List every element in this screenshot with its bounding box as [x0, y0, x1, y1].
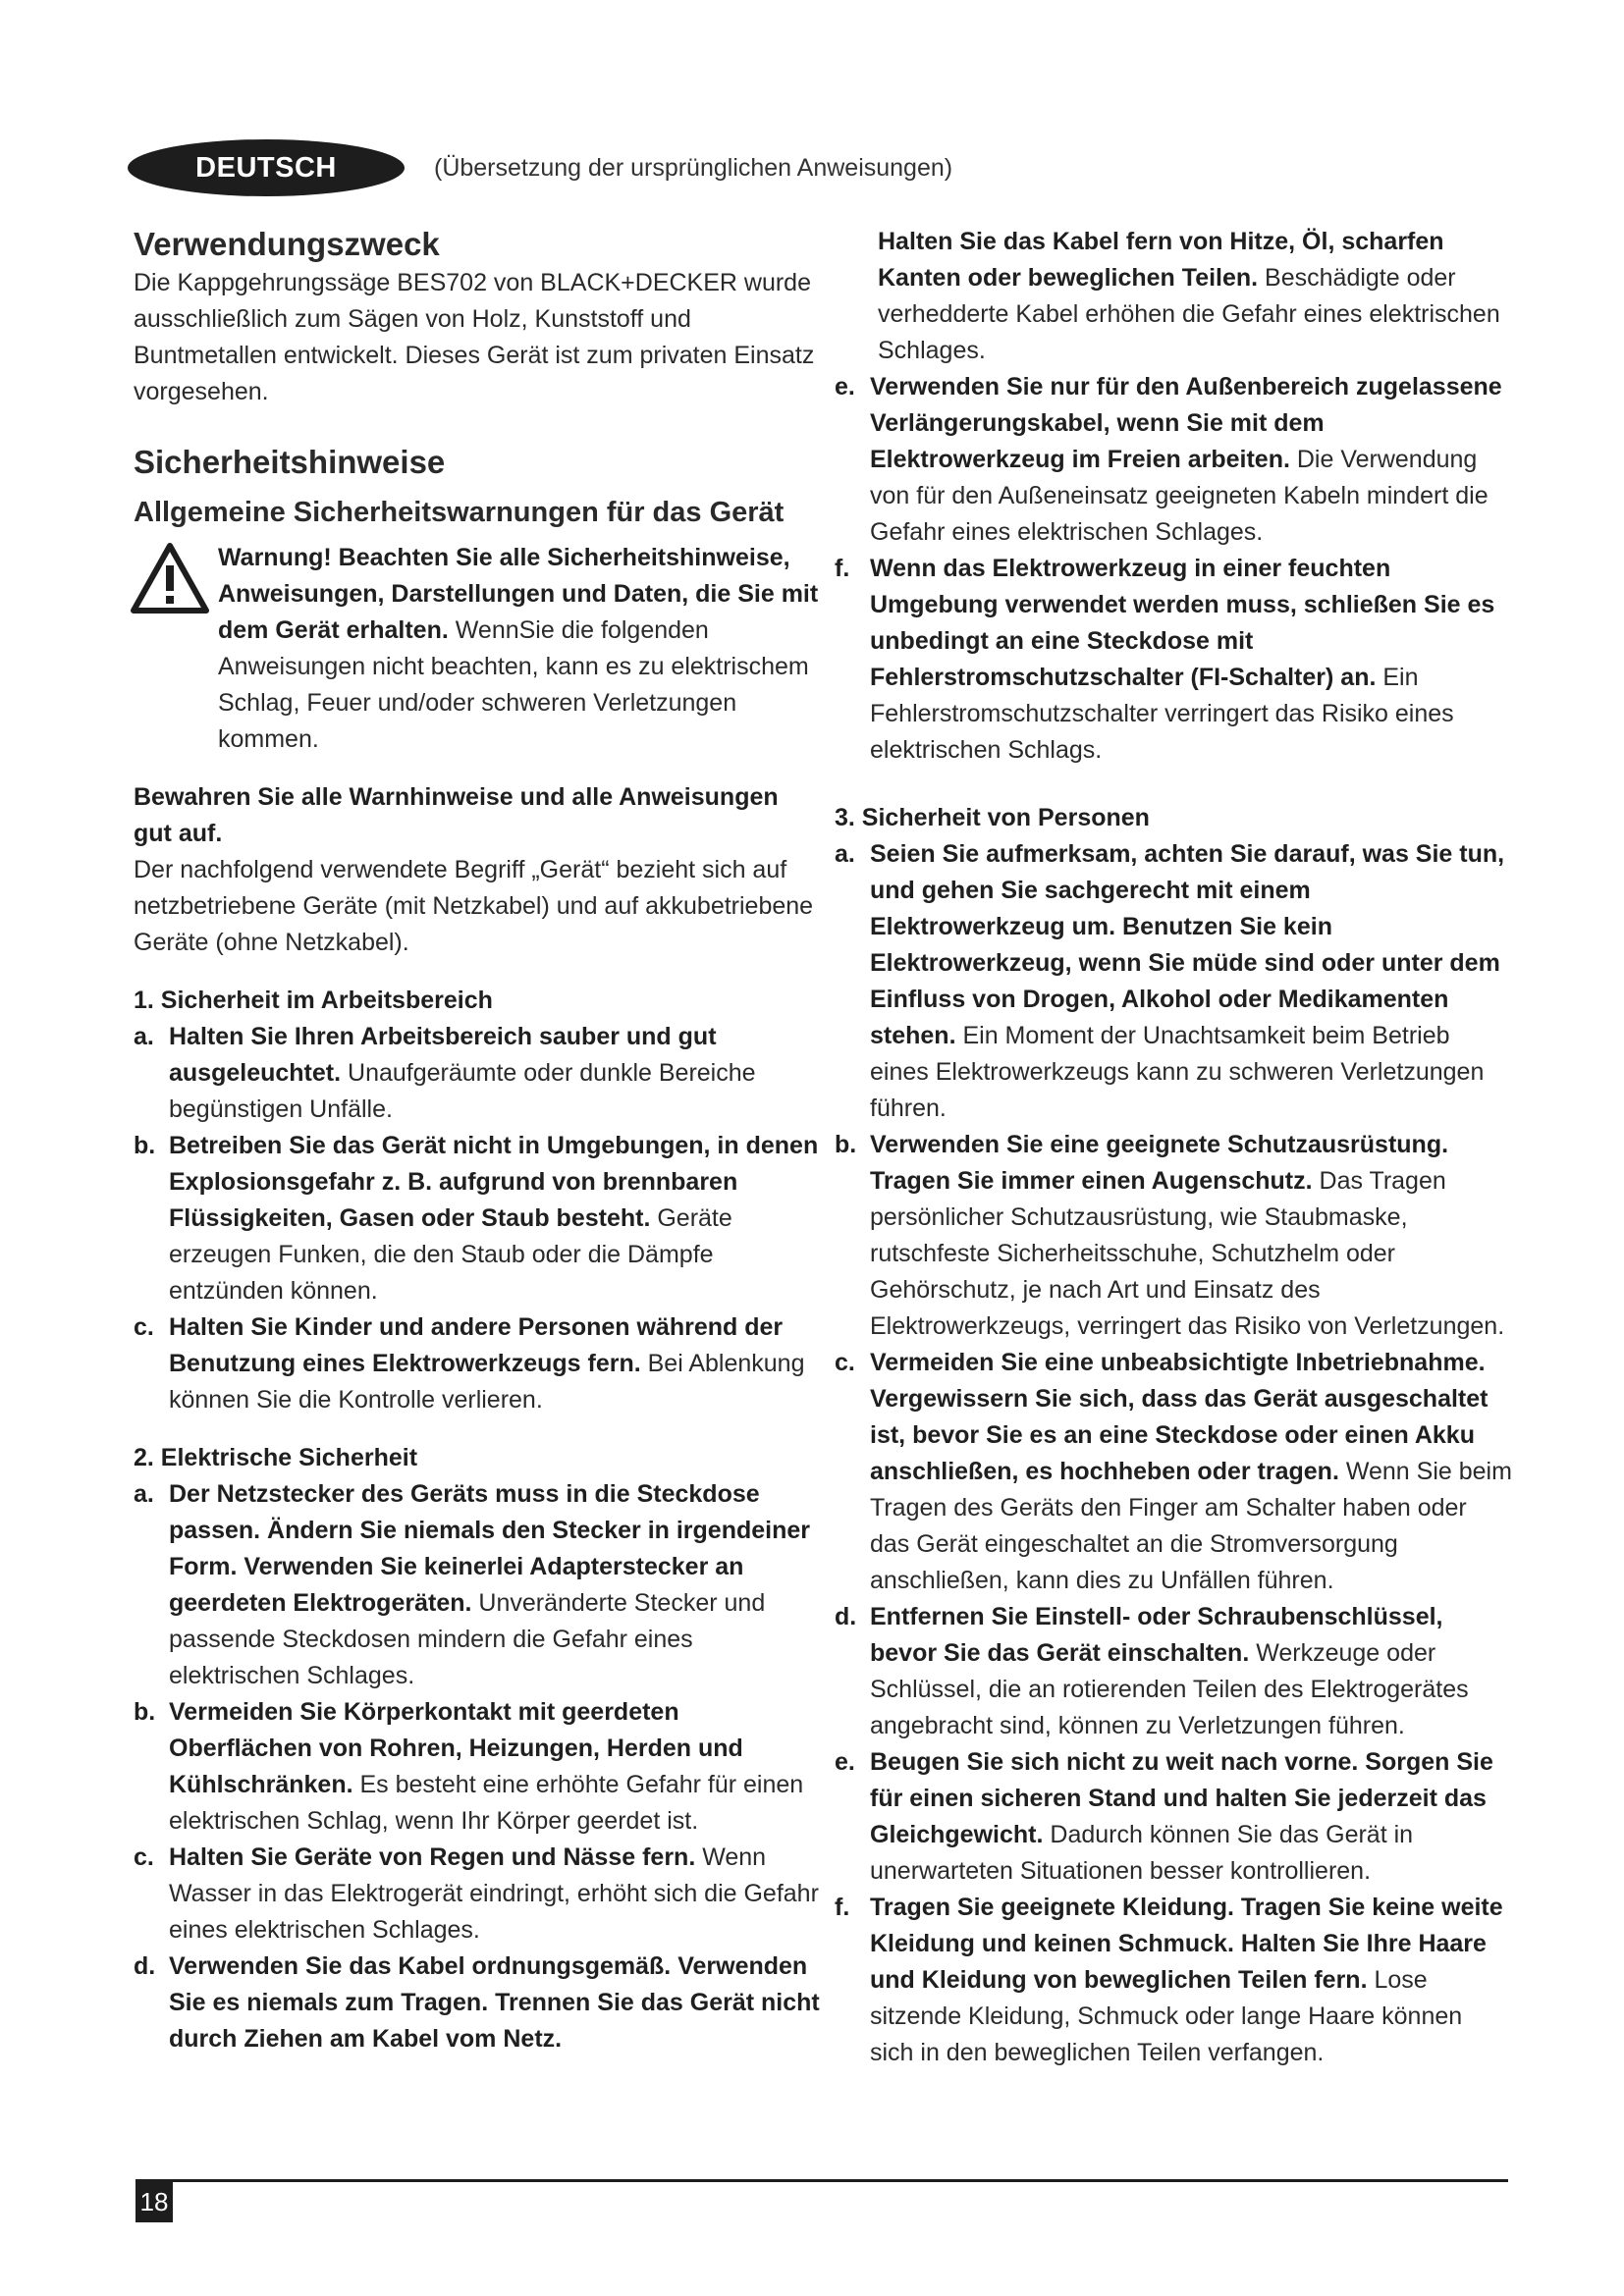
warning-bold: Warnung! Beachten Sie alle Sicherheitshinweise, Anweisungen, Darstellungen und Daten, die Sie mit dem Gerät erhalten.	[218, 544, 819, 644]
list-item: c. Vermeiden Sie eine unbeabsichtigte Inbetriebnahme. Vergewissern Sie sich, dass das Gerät ausgeschaltet ist, bevor Sie es an eine Steckdose oder einen Akku anschließen, es hochheben oder tragen. Wenn Sie beim Tragen des Geräts den Finger am Schalter haben oder das Gerät eingeschaltet an die Stromversorgung anschließen, kann dies zu Unfällen führen.	[835, 1349, 1512, 1594]
list-item: b. Verwenden Sie eine geeignete Schutzausrüstung. Tragen Sie immer einen Augenschutz. Das Tragen persönlicher Schutzausrüstung, wie Staubmaske, rutschfeste Sicherheitsschuhe, Schutzhelm oder Gehörschutz, je nach Art und Einsatz des Elektrowerkzeugs, verringert das Risiko von Verletzungen.	[835, 1131, 1505, 1340]
warning-triangle-icon	[130, 542, 210, 614]
safety-heading: Sicherheitshinweise	[134, 444, 446, 480]
list-item: a. Halten Sie Ihren Arbeitsbereich sauber und gut ausgeleuchtet. Unaufgeräumte oder dunkle Bereiche begünstigen Unfälle.	[134, 1023, 756, 1123]
language-badge: DEUTSCH	[128, 139, 405, 196]
continued-item-d: Halten Sie das Kabel fern von Hitze, Öl, scharfen Kanten oder beweglichen Teilen. Beschädigte oder verhedderte Kabel erhöhen die Gefahr eines elektrischen Schlages.	[878, 228, 1500, 364]
section-1-heading: 1. Sicherheit im Arbeitsbereich	[134, 987, 493, 1014]
intended-use-text: Die Kappgehrungssäge BES702 von BLACK+DECKER wurde ausschließlich zum Sägen von Holz, Kunststoff und Buntmetallen entwickelt. Dieses Gerät ist zum privaten Einsatz vorgesehen.	[134, 269, 815, 405]
section-3-heading: 3. Sicherheit von Personen	[835, 804, 1150, 831]
list-item: a. Seien Sie aufmerksam, achten Sie darauf, was Sie tun, und gehen Sie sachgerecht mit einem Elektrowerkzeug um. Benutzen Sie kein Elektrowerkzeug, wenn Sie müde sind oder unter dem Einfluss von Drogen, Alkohol oder Medikamenten stehen. Ein Moment der Unachtsamkeit beim Betrieb eines Elektrowerkzeugs kann zu schweren Verletzungen führen.	[835, 840, 1505, 1122]
left-column	[134, 224, 821, 2057]
section-1-list	[134, 1019, 821, 1418]
list-item: d. Verwenden Sie das Kabel ordnungsgemäß. Verwenden Sie es niemals zum Tragen. Trennen Sie das Gerät nicht durch Ziehen am Kabel vom Netz.	[134, 1952, 820, 2053]
list-item: b. Betreiben Sie das Gerät nicht in Umgebungen, in denen Explosionsgefahr z. B. aufgrund von brennbaren Flüssigkeiten, Gasen oder Staub besteht. Geräte erzeugen Funken, die den Staub oder die Dämpfe entzünden können.	[134, 1132, 819, 1305]
warning-block	[134, 540, 821, 758]
translation-note: (Übersetzung der ursprünglichen Anweisungen)	[434, 153, 953, 182]
warning-text: WennSie die folgenden Anweisungen nicht beachten, kann es zu elektrischem Schlag, Feuer und/oder schweren Verletzungen kommen.	[218, 616, 809, 753]
list-item: a. Der Netzstecker des Geräts muss in die Steckdose passen. Ändern Sie niemals den Stecker in irgendeiner Form. Verwenden Sie keinerlei Adapterstecker an geerdeten Elektrogeräten. Unveränderte Stecker und passende Steckdosen mindern die Gefahr eines elektrischen Schlages.	[134, 1480, 811, 1689]
page-number: 18	[135, 2181, 173, 2222]
list-item: b. Vermeiden Sie Körperkontakt mit geerdeten Oberflächen von Rohren, Heizungen, Herden und Kühlschränken. Es besteht eine erhöhte Gefahr für einen elektrischen Schlag, wenn Ihr Körper geerdet ist.	[134, 1698, 804, 1835]
list-item: c. Halten Sie Kinder und andere Personen während der Benutzung eines Elektrowerkzeugs fern. Bei Ablenkung können Sie die Kontrolle verlieren.	[134, 1313, 805, 1414]
general-warnings-heading: Allgemeine Sicherheitswarnungen für das Gerät	[134, 497, 785, 528]
list-item: f. Tragen Sie geeignete Kleidung. Tragen Sie keine weite Kleidung und keinen Schmuck. Halten Sie Ihre Haare und Kleidung von beweglichen Teilen fern. Lose sitzende Kleidung, Schmuck oder lange Haare können sich in den beweglichen Teilen verfangen.	[835, 1894, 1503, 2066]
list-item: d. Entfernen Sie Einstell- oder Schraubenschlüssel, bevor Sie das Gerät einschalten. Werkzeuge oder Schlüssel, die an rotierenden Teilen des Elektrogerätes angebracht sind, können zu Verletzungen führen.	[835, 1603, 1469, 1739]
list-item: c. Halten Sie Geräte von Regen und Nässe fern. Wenn Wasser in das Elektrogerät eindringt, erhöht sich die Gefahr eines elektrischen Schlages.	[134, 1843, 819, 1944]
section-2-list	[134, 1476, 821, 2057]
intended-use-heading: Verwendungszweck	[134, 226, 440, 262]
section-2-list-continued	[835, 369, 1512, 769]
keep-instructions-text: Der nachfolgend verwendete Begriff „Gerät“ bezieht sich auf netzbetriebene Geräte (mit Netzkabel) und auf akkubetriebene Geräte (ohne Netzkabel).	[134, 856, 814, 956]
section-2-heading: 2. Elektrische Sicherheit	[134, 1444, 418, 1471]
list-item: e. Beugen Sie sich nicht zu weit nach vorne. Sorgen Sie für einen sicheren Stand und halten Sie jederzeit das Gleichgewicht. Dadurch können Sie das Gerät in unerwarteten Situationen besser kontrollieren.	[835, 1748, 1493, 1885]
right-column	[835, 224, 1512, 2071]
keep-instructions-heading: Bewahren Sie alle Warnhinweise und alle Anweisungen gut auf.	[134, 783, 779, 847]
list-item: e. Verwenden Sie nur für den Außenbereich zugelassene Verlängerungskabel, wenn Sie mit dem Elektrowerkzeug im Freien arbeiten. Die Verwendung von für den Außeneinsatz geeigneten Kabeln mindert die Gefahr eines elektrischen Schlages.	[835, 373, 1502, 546]
page-header	[128, 139, 952, 196]
section-3-list	[835, 836, 1512, 2071]
list-item: f. Wenn das Elektrowerkzeug in einer feuchten Umgebung verwendet werden muss, schließen Sie es unbedingt an eine Steckdose mit Fehlerstromschutzschalter (FI-Schalter) an. Ein Fehlerstromschutzschalter verringert das Risiko eines elektrischen Schlags.	[835, 555, 1495, 764]
footer-rule	[135, 2179, 1508, 2182]
